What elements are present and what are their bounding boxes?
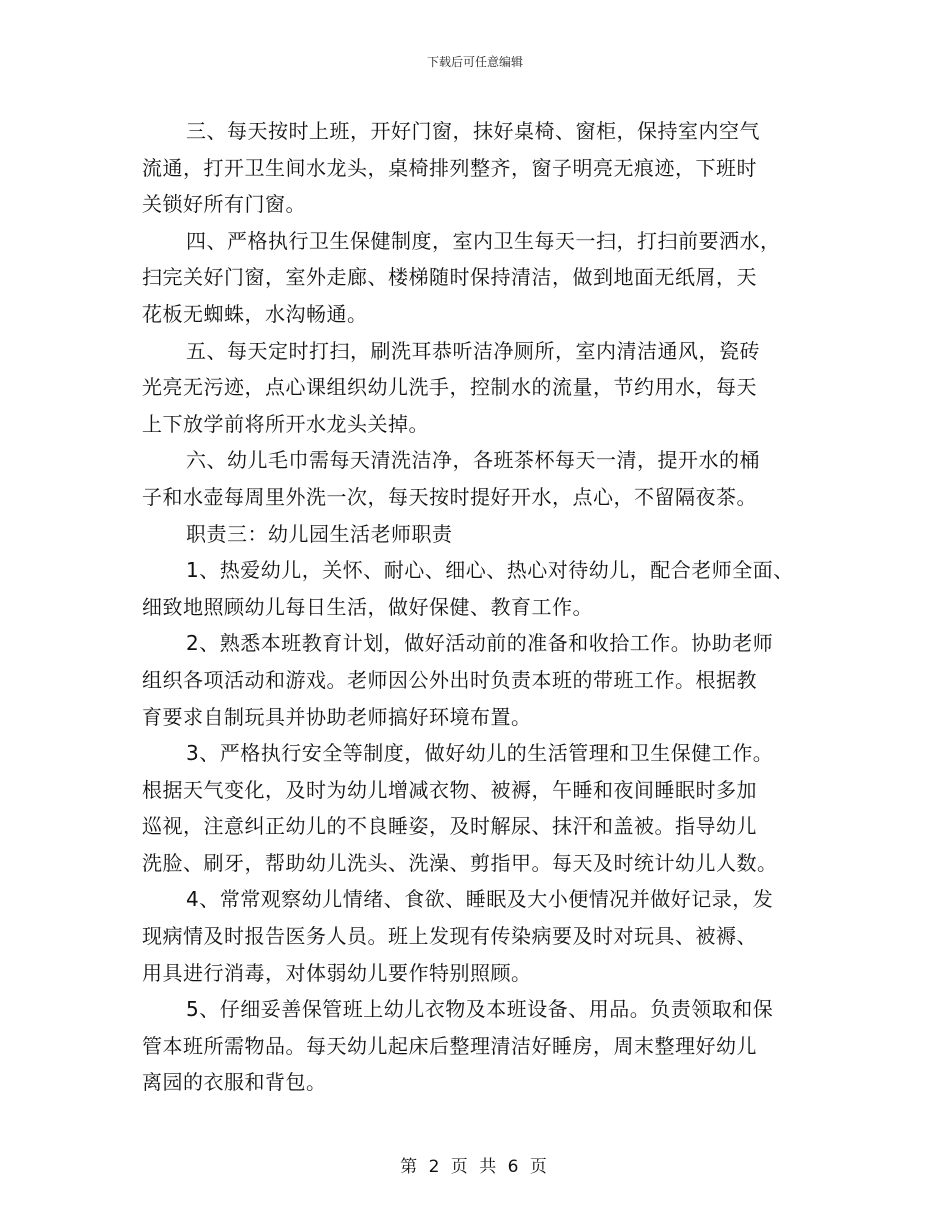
text-line: 子和水壶每周里外洗一次，每天按时提好开水，点心，不留隔夜茶。 [142, 484, 757, 509]
text-line: 三、每天按时上班，开好门窗，抹好桌椅、窗柜，保持室内空气 [186, 119, 760, 143]
text-line: 职责三：幼儿园生活老师职责 [186, 521, 453, 546]
text-line: 花板无蜘蛛，水沟畅通。 [142, 301, 368, 326]
text-line: 洗脸、刷牙，帮助幼儿洗头、洗澡、剪指甲。每天及时统计幼儿人数。 [142, 850, 778, 875]
page-header: 下载后可任意编辑 [426, 55, 523, 69]
text-line: 2、熟悉本班教育计划，做好活动前的准备和收拾工作。协助老师 [186, 631, 774, 656]
text-line: 育要求自制玩具并协助老师搞好环境布置。 [142, 704, 532, 729]
text-line: 离园的衣服和背包。 [142, 1070, 327, 1095]
text-line: 管本班所需物品。每天幼儿起床后整理清洁好睡房，周末整理好幼儿 [142, 1033, 757, 1058]
text-line: 用具进行消毒，对体弱幼儿要作特别照顾。 [142, 960, 532, 985]
text-line: 现病情及时报告医务人员。班上发现有传染病要及时对玩具、被褥、 [142, 924, 757, 949]
text-line: 四、严格执行卫生保健制度，室内卫生每天一扫，打扫前要洒水， [186, 228, 781, 253]
text-line: 光亮无污迹，点心课组织幼儿洗手，控制水的流量，节约用水，每天 [142, 375, 757, 400]
document-body [142, 113, 814, 1101]
text-line: 六、幼儿毛巾需每天清洗洁净，各班茶杯每天一清，提开水的桶 [186, 448, 760, 473]
text-line: 5、仔细妥善保管班上幼儿衣物及本班设备、用品。负责领取和保 [186, 997, 774, 1022]
text-line: 巡视，注意纠正幼儿的不良睡姿，及时解尿、抹汗和盖被。指导幼儿 [142, 814, 757, 839]
page-footer: 第 2 页 共 6 页 [400, 1157, 550, 1177]
text-line: 细致地照顾幼儿每日生活，做好保健、教育工作。 [142, 594, 593, 619]
text-line: 扫完关好门窗，室外走廊、楼梯随时保持清洁，做到地面无纸屑，天 [142, 265, 757, 290]
text-line: 上下放学前将所开水龙头关掉。 [142, 411, 429, 436]
text-line: 4、常常观察幼儿情绪、食欲、睡眠及大小便情况并做好记录，发 [186, 887, 774, 912]
text-line: 根据天气变化，及时为幼儿增减衣物、被褥，午睡和夜间睡眠时多加 [142, 777, 757, 802]
text-line: 五、每天定时打扫，刷洗耳恭听洁净厕所，室内清洁通风，瓷砖 [186, 338, 760, 363]
text-line: 组织各项活动和游戏。老师因公外出时负责本班的带班工作。根据教 [142, 667, 757, 692]
text-line: 流通，打开卫生间水龙头，桌椅排列整齐，窗子明亮无痕迹，下班时 [142, 155, 757, 180]
text-line: 关锁好所有门窗。 [142, 192, 306, 217]
text-line: 1、热爱幼儿，关怀、耐心、细心、热心对待幼儿，配合老师全面、 [186, 558, 794, 583]
text-line: 3、严格执行安全等制度，做好幼儿的生活管理和卫生保健工作。 [186, 741, 774, 766]
